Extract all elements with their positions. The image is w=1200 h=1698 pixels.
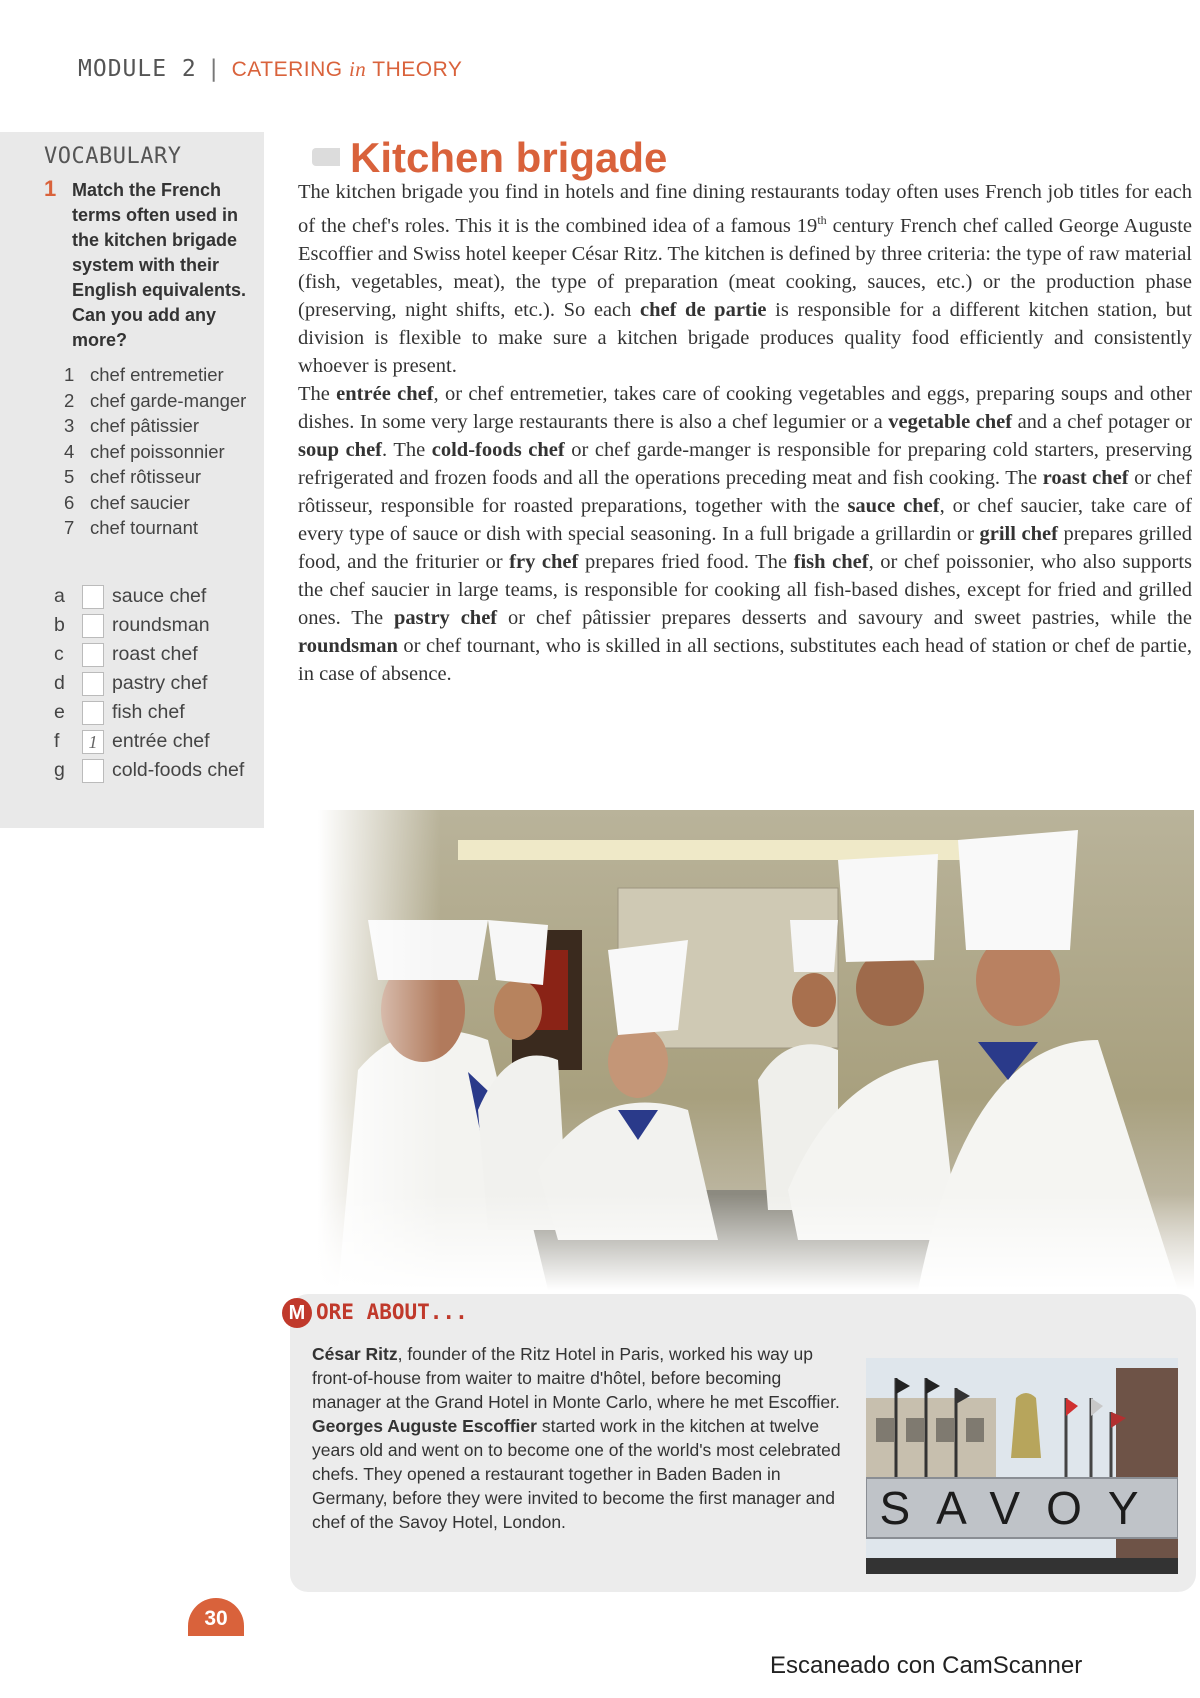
list-item: 2 chef garde-manger: [64, 389, 247, 411]
task-number: 1: [44, 176, 57, 201]
list-item: 1 chef entremetier: [64, 364, 224, 385]
list-item: c roast chef: [54, 643, 198, 665]
answer-box[interactable]: [82, 672, 104, 696]
list-item: d pastry chef: [54, 672, 208, 694]
task-instruction: Match the French terms often used in the kitchen brigade system with their English equivalents. Can you add any more?: [72, 180, 247, 350]
list-item: e fish chef: [54, 701, 185, 723]
more-about-badge: M: [282, 1298, 312, 1328]
page-header: [78, 56, 462, 82]
more-about-box: [290, 1294, 1196, 1592]
article-paragraph-1: The kitchen brigade you find in hotels and fine dining restaurants today often uses French job titles for each of the chef's roles. This it is the combined idea of a famous 19th century French chef called George Auguste Escoffier and Swiss hotel keeper César Ritz. The kitchen is defined by three criteria: the type of raw material (fish, vegetables, meat), the type of preparation (meat cooking, sauces, etc.) or the production phase (preserving, night shifts, etc.). So each chef de partie is responsible for a different kitchen station, but division is flexible to make sure a kitchen brigade produces quality food efficiently and consistently whoever is present.: [298, 181, 1193, 377]
more-about-heading: ORE ABOUT...: [316, 1300, 468, 1324]
list-item: 7 chef tournant: [64, 517, 198, 538]
answer-box[interactable]: [82, 643, 104, 667]
answer-box[interactable]: [82, 701, 104, 725]
page-number: 30: [188, 1598, 244, 1636]
article-body: [298, 178, 1192, 688]
list-item: 3 chef pâtissier: [64, 415, 199, 436]
article-paragraph-2: The entrée chef, or chef entremetier, takes care of cooking vegetables and eggs, preparing soups and other dishes. In some very large restaurants there is also a chef legumier or a vegetable chef and a chef potager or soup chef. The cold-foods chef or chef garde-manger is responsible for preparing cold starters, preserving refrigerated and frozen foods and all the operations preceding meat and fish cooking. The roast chef or chef rôtisseur, responsible for roasted preparations, together with the sauce chef, or chef saucier, take care of every type of sauce or dish with special seasoning. In a full brigade a grillardin or grill chef prepares grilled food, and the friturier or fry chef prepares fried food. The fish chef, or chef poissonier, who also supports the chef saucier in large teams, is responsible for cooking all fish-based dishes, except for fried and grilled ones. The pastry chef or chef pâtissier prepares desserts and savoury and sweet pastries, while the roundsman or chef tournant, who is skilled in all sections, substitutes each head of station or chef de partie, in case of absence.: [298, 382, 1193, 685]
list-item: f 1 entrée chef: [54, 730, 210, 752]
list-item: 4 chef poissonnier: [64, 440, 225, 462]
module-label: MODULE 2: [78, 56, 197, 82]
answer-box[interactable]: 1: [82, 730, 104, 754]
answer-box[interactable]: [82, 585, 104, 609]
title-bullet-icon: [312, 148, 340, 166]
list-item: g cold-foods chef: [54, 759, 245, 781]
savoy-hotel-photo: [866, 1358, 1178, 1574]
list-item: a sauce chef: [54, 585, 207, 607]
savoy-sign-text: SAVOY: [879, 1482, 1165, 1534]
scanner-watermark: Escaneado con CamScanner: [770, 1652, 1083, 1679]
english-equivalents-list: [54, 582, 264, 785]
more-about-text: César Ritz, founder of the Ritz Hotel in Paris, worked his way up front-of-house from waiter to maitre d'hôtel, before becoming manager at the Grand Hotel in Monte Carlo, where he met Escoffier. Georges Auguste Escoffier started work in the kitchen at twelve years old and went on to become one of the world's most celebrated chefs. They opened a restaurant together in Baden Baden in Germany, before they were invited to become the first manager and chef of the Savoy Hotel, London.: [312, 1344, 841, 1532]
vocabulary-heading: VOCABULARY: [44, 144, 182, 169]
vocabulary-panel: [0, 132, 264, 828]
list-item: 5 chef rôtisseur: [64, 466, 202, 487]
french-terms-list: [64, 362, 264, 541]
list-item: 6 chef saucier: [64, 491, 190, 513]
category-label: CATERING in THEORY: [231, 57, 463, 81]
chefs-photo: [318, 810, 1194, 1290]
answer-box[interactable]: [82, 759, 104, 783]
answer-box[interactable]: [82, 614, 104, 638]
article-title: Kitchen brigade: [350, 134, 668, 181]
list-item: b roundsman: [54, 614, 210, 636]
header-separator: |: [206, 56, 222, 82]
